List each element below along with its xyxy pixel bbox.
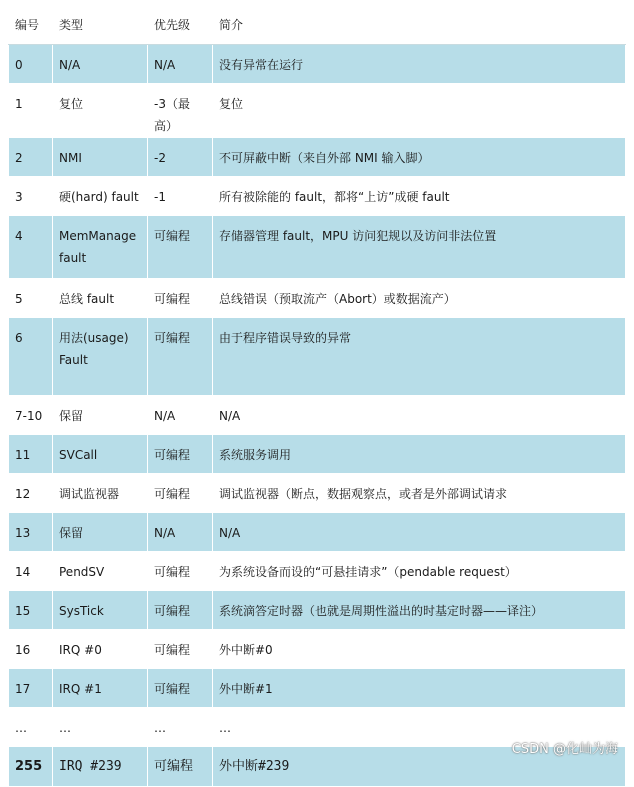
table-row — [9, 552, 626, 591]
table-row — [9, 669, 626, 708]
row-description: … — [213, 708, 626, 747]
row-type: 保留 — [53, 513, 148, 552]
row-description: 系统服务调用 — [213, 435, 626, 474]
row-number: 11 — [9, 435, 53, 474]
row-number: 13 — [9, 513, 53, 552]
row-number: 14 — [9, 552, 53, 591]
row-type: 保留 — [53, 396, 148, 435]
row-priority: -3（最高） — [148, 84, 213, 138]
row-priority: 可编程 — [148, 318, 213, 396]
row-description: 为系统设备而设的“可悬挂请求”（pendable request） — [213, 552, 626, 591]
table-row — [9, 216, 626, 279]
row-priority: … — [148, 708, 213, 747]
exception-vector-table — [8, 4, 626, 787]
table-row — [9, 84, 626, 138]
header-priority: 优先级 — [148, 5, 213, 45]
row-number: 15 — [9, 591, 53, 630]
row-type: N/A — [53, 45, 148, 84]
row-description: 外中断#0 — [213, 630, 626, 669]
row-priority: 可编程 — [148, 747, 213, 787]
table-row — [9, 279, 626, 318]
row-description: 由于程序错误导致的异常 — [213, 318, 626, 396]
row-description: 外中断#1 — [213, 669, 626, 708]
row-type: 复位 — [53, 84, 148, 138]
table-row — [9, 513, 626, 552]
table-row — [9, 138, 626, 177]
row-number: 6 — [9, 318, 53, 396]
row-number: 16 — [9, 630, 53, 669]
row-description: 外中断#239 — [213, 747, 626, 787]
row-priority: 可编程 — [148, 630, 213, 669]
row-type: SysTick — [53, 591, 148, 630]
row-type: … — [53, 708, 148, 747]
row-number: 2 — [9, 138, 53, 177]
row-type: 用法(usage) Fault — [53, 318, 148, 396]
row-priority: 可编程 — [148, 552, 213, 591]
row-priority: -1 — [148, 177, 213, 216]
row-description: 系统滴答定时器（也就是周期性溢出的时基定时器——译注） — [213, 591, 626, 630]
row-priority: 可编程 — [148, 435, 213, 474]
row-number: 4 — [9, 216, 53, 279]
row-priority: 可编程 — [148, 279, 213, 318]
row-description: 所有被除能的 fault，都将“上访”成硬 fault — [213, 177, 626, 216]
row-type: 硬(hard) fault — [53, 177, 148, 216]
row-description: 没有异常在运行 — [213, 45, 626, 84]
row-type: PendSV — [53, 552, 148, 591]
row-priority: 可编程 — [148, 474, 213, 513]
row-priority: 可编程 — [148, 669, 213, 708]
row-description: 总线错误（预取流产（Abort）或数据流产） — [213, 279, 626, 318]
row-type: 总线 fault — [53, 279, 148, 318]
row-number: … — [9, 708, 53, 747]
row-number: 255 — [9, 747, 53, 787]
table-row — [9, 396, 626, 435]
row-description: 存储器管理 fault，MPU 访问犯规以及访问非法位置 — [213, 216, 626, 279]
row-description: 调试监视器（断点，数据观察点，或者是外部调试请求 — [213, 474, 626, 513]
header-type: 类型 — [53, 5, 148, 45]
row-type: IRQ #239 — [53, 747, 148, 787]
row-priority: N/A — [148, 45, 213, 84]
table-row — [9, 591, 626, 630]
row-type: MemManage fault — [53, 216, 148, 279]
row-description: 不可屏蔽中断（来自外部 NMI 输入脚） — [213, 138, 626, 177]
table-row — [9, 435, 626, 474]
table-row — [9, 318, 626, 396]
table-row — [9, 474, 626, 513]
row-type: NMI — [53, 138, 148, 177]
row-number: 12 — [9, 474, 53, 513]
row-priority: 可编程 — [148, 216, 213, 279]
row-number: 17 — [9, 669, 53, 708]
row-priority: 可编程 — [148, 591, 213, 630]
row-priority: N/A — [148, 513, 213, 552]
row-number: 7-10 — [9, 396, 53, 435]
row-priority: -2 — [148, 138, 213, 177]
row-description: N/A — [213, 396, 626, 435]
csdn-watermark: CSDN @化屾为海 — [511, 742, 618, 757]
row-number: 5 — [9, 279, 53, 318]
row-type: IRQ #0 — [53, 630, 148, 669]
table-body — [9, 45, 626, 787]
row-number: 3 — [9, 177, 53, 216]
table-header-row — [9, 5, 626, 45]
row-description: N/A — [213, 513, 626, 552]
row-type: IRQ #1 — [53, 669, 148, 708]
row-number: 0 — [9, 45, 53, 84]
row-type: 调试监视器 — [53, 474, 148, 513]
row-description: 复位 — [213, 84, 626, 138]
table-row — [9, 177, 626, 216]
table-row — [9, 630, 626, 669]
table-row — [9, 45, 626, 84]
header-description: 简介 — [213, 5, 626, 45]
row-number: 1 — [9, 84, 53, 138]
header-number: 编号 — [9, 5, 53, 45]
row-priority: N/A — [148, 396, 213, 435]
row-type: SVCall — [53, 435, 148, 474]
